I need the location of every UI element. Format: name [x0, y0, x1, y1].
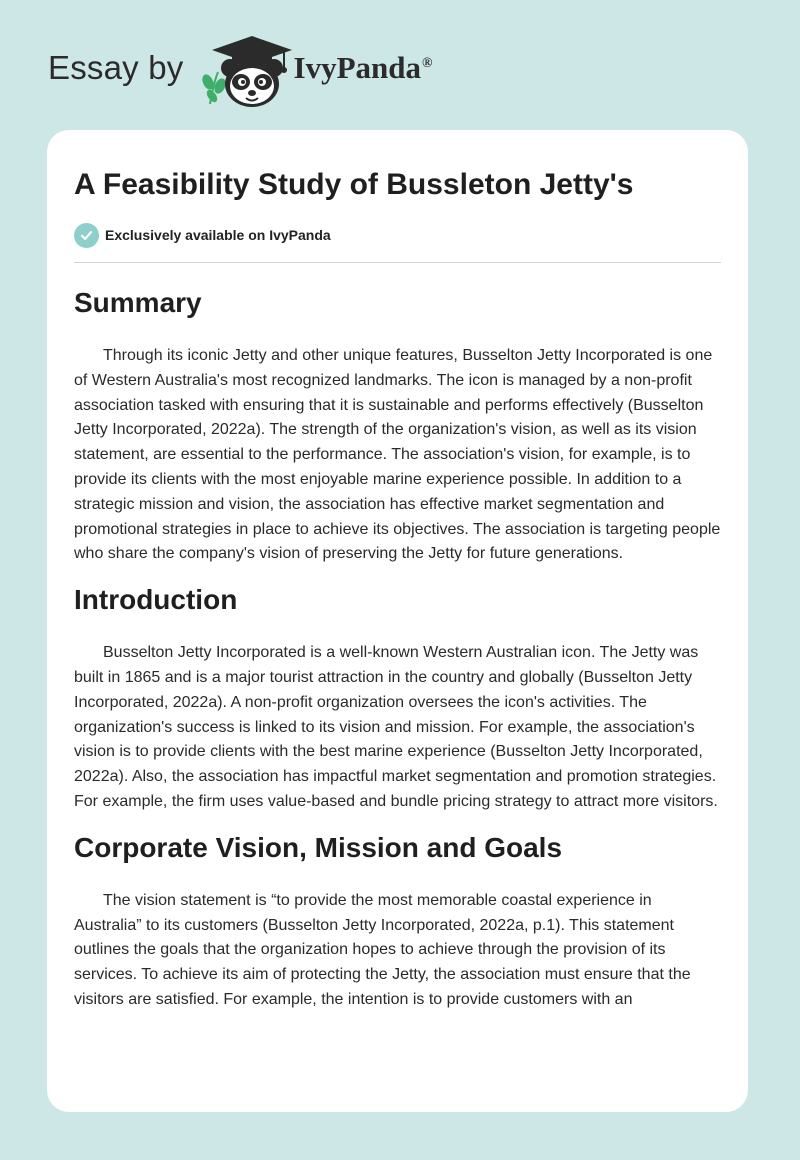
- registered-mark: ®: [421, 55, 433, 71]
- divider: [74, 262, 721, 263]
- section-heading-introduction: Introduction: [74, 584, 238, 616]
- essay-card: [47, 130, 748, 1112]
- page-title: A Feasibility Study of Bussleton Jetty's: [74, 168, 634, 201]
- checkmark-icon: [74, 223, 99, 248]
- badge-text: Exclusively available on IvyPanda: [105, 227, 331, 243]
- section-heading-summary: Summary: [74, 287, 202, 318]
- section-heading-vision: Corporate Vision, Mission and Goals: [74, 831, 563, 863]
- exclusive-badge: [74, 222, 721, 248]
- brand-name[interactable]: IvyPanda®: [293, 50, 433, 85]
- section-paragraph-introduction: Busselton Jetty Incorporated is a well-known Western Australian icon. The Jetty was built in 1865 and is a major tourist attraction in the country and globally (Busselton Jetty Incorporated, 2022a). A non-profit organization oversees the icon's activities. The organization's success is linked to its vision and mission. For example, the association's vision is to provide clients with the best marine experience (Busselton Jetty Incorporated, 2022a). Also, the association has impactful market segmentation and promotion strategies. For example, the firm uses value-based and bundle pricing strategy to attract more visitors.: [74, 644, 718, 810]
- section-paragraph-vision: The vision statement is “to provide the most memorable coastal experience in Australia” to its customers (Busselton Jetty Incorporated, 2022a, p.1). This statement outlines the goals that the organization hopes to achieve through the provision of its services. To achieve its aim of protecting the Jetty, the association must ensure that the visitors are satisfied. For example, the intention is to provide customers with an: [74, 891, 691, 1008]
- section-paragraph-summary: Through its iconic Jetty and other unique features, Busselton Jetty Incorporated is one of Western Australia's most recognized landmarks. The icon is managed by a non-profit association tasked with ensuring that it is sustainable and performs effectively (Busselton Jetty Incorporated, 2022a). The strength of the organization's vision, as well as its vision statement, are essential to the performance. The association's vision, for example, is to provide its clients with the most enjoyable marine experience possible. In addition to a strategic mission and vision, the association has effective market segmentation and promotional strategies in place to achieve its objectives. The association is targeting people who share the company's vision of preserving the Jetty for future generations.: [74, 347, 721, 563]
- brand-prefix: Essay by: [48, 49, 184, 86]
- site-header: [48, 34, 432, 110]
- panda-graduate-icon[interactable]: [200, 34, 292, 110]
